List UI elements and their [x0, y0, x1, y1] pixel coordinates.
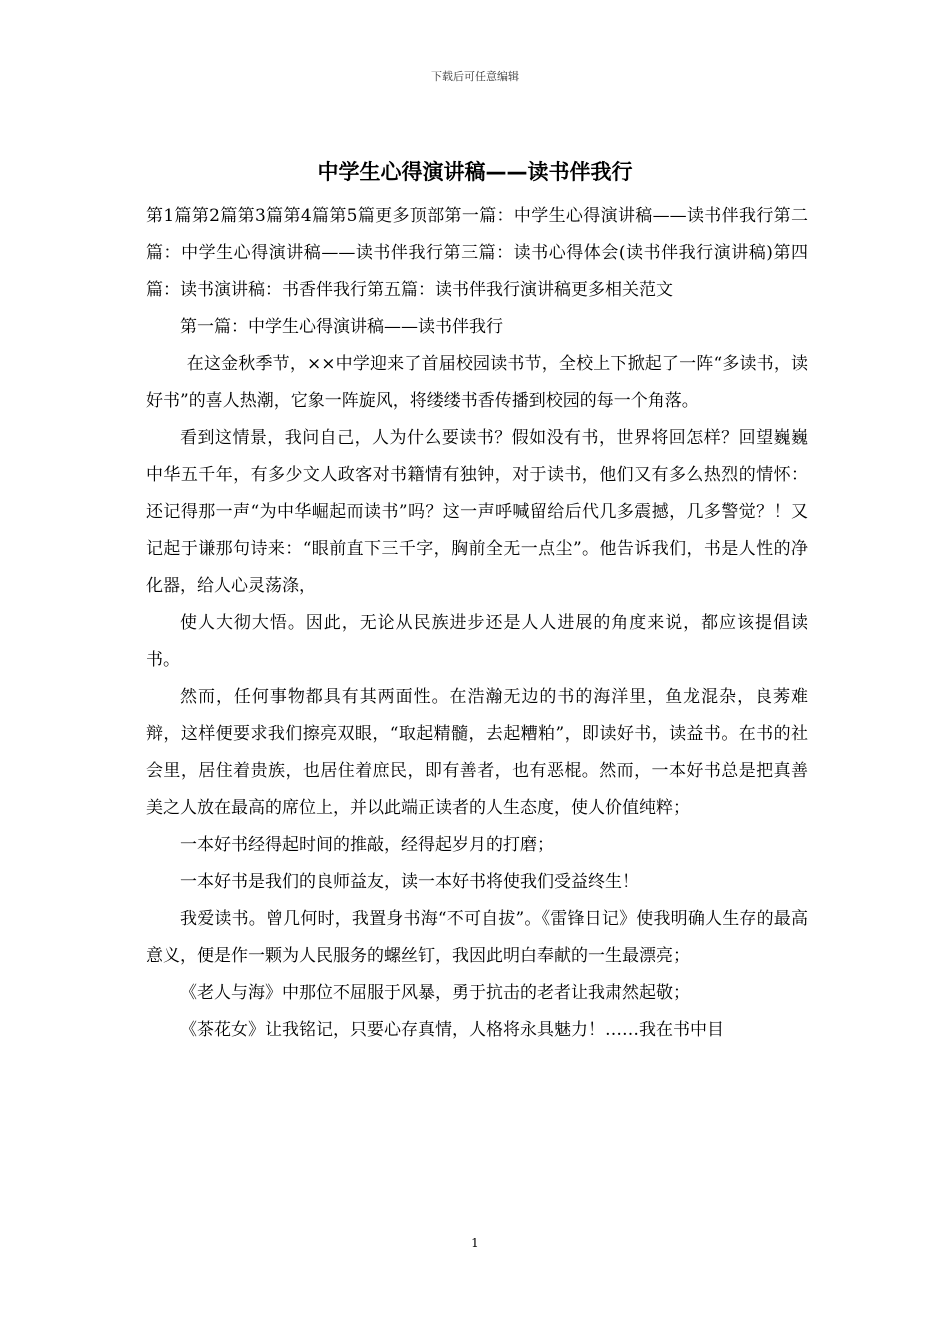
download-note-header: 下载后可任意编辑: [431, 70, 519, 83]
document-body: [146, 198, 808, 1049]
body-paragraph: 《老人与海》中那位不屈服于风暴，勇于抗击的老者让我肃然起敬；: [180, 983, 690, 1003]
body-paragraph: 一本好书是我们的良师益友，读一本好书将使我们受益终生！: [180, 872, 639, 892]
body-paragraph: 使人大彻大悟。因此，无论从民族进步还是人人进展的角度来说，都应该提倡读书。: [146, 613, 808, 670]
page-number: 1: [471, 1236, 479, 1250]
section-heading: 第一篇：中学生心得演讲稿——读书伴我行: [180, 317, 503, 337]
body-paragraph: 看到这情景，我问自己，人为什么要读书？假如没有书，世界将回怎样？回望巍巍中华五千年，有多少文人政客对书籍情有独钟，对于读书，他们又有多么热烈的情怀：还记得那一声“为中华崛起而读书”吗？这一声呼喊留给后代几多震撼，几多警觉？！又记起于谦那句诗来：“眼前直下三千字，胸前全无一点尘”。他告诉我们，书是人性的净化器，给人心灵荡涤，: [146, 428, 808, 596]
body-paragraph: 一本好书经得起时间的推敲，经得起岁月的打磨；: [180, 835, 554, 855]
table-of-contents-paragraph: 第1篇第2篇第3篇第4篇第5篇更多顶部第一篇：中学生心得演讲稿——读书伴我行第二篇：中学生心得演讲稿——读书伴我行第三篇：读书心得体会(读书伴我行演讲稿)第四篇：读书演讲稿：书香伴我行第五篇：读书伴我行演讲稿更多相关范文: [146, 206, 808, 300]
body-paragraph: 在这金秋季节，××中学迎来了首届校园读书节，全校上下掀起了一阵“多读书，读好书”的喜人热潮，它象一阵旋风，将缕缕书香传播到校园的每一个角落。: [146, 354, 808, 411]
body-paragraph: 《茶花女》让我铭记，只要心存真情，人格将永具魅力！……我在书中目: [180, 1020, 724, 1040]
body-paragraph: 我爱读书。曾几何时，我置身书海“不可自拔”。《雷锋日记》使我明确人生存的最高意义，便是作一颗为人民服务的螺丝钉，我因此明白奉献的一生最漂亮；: [146, 909, 808, 966]
document-title: 中学生心得演讲稿——读书伴我行: [317, 160, 633, 184]
body-paragraph: 然而，任何事物都具有其两面性。在浩瀚无边的书的海洋里，鱼龙混杂，良莠难辩，这样便要求我们擦亮双眼，“取起精髓，去起糟粕”，即读好书，读益书。在书的社会里，居住着贵族，也居住着庶民，即有善者，也有恶棍。然而，一本好书总是把真善美之人放在最高的席位上，并以此端正读者的人生态度，使人价值纯粹；: [146, 687, 808, 818]
